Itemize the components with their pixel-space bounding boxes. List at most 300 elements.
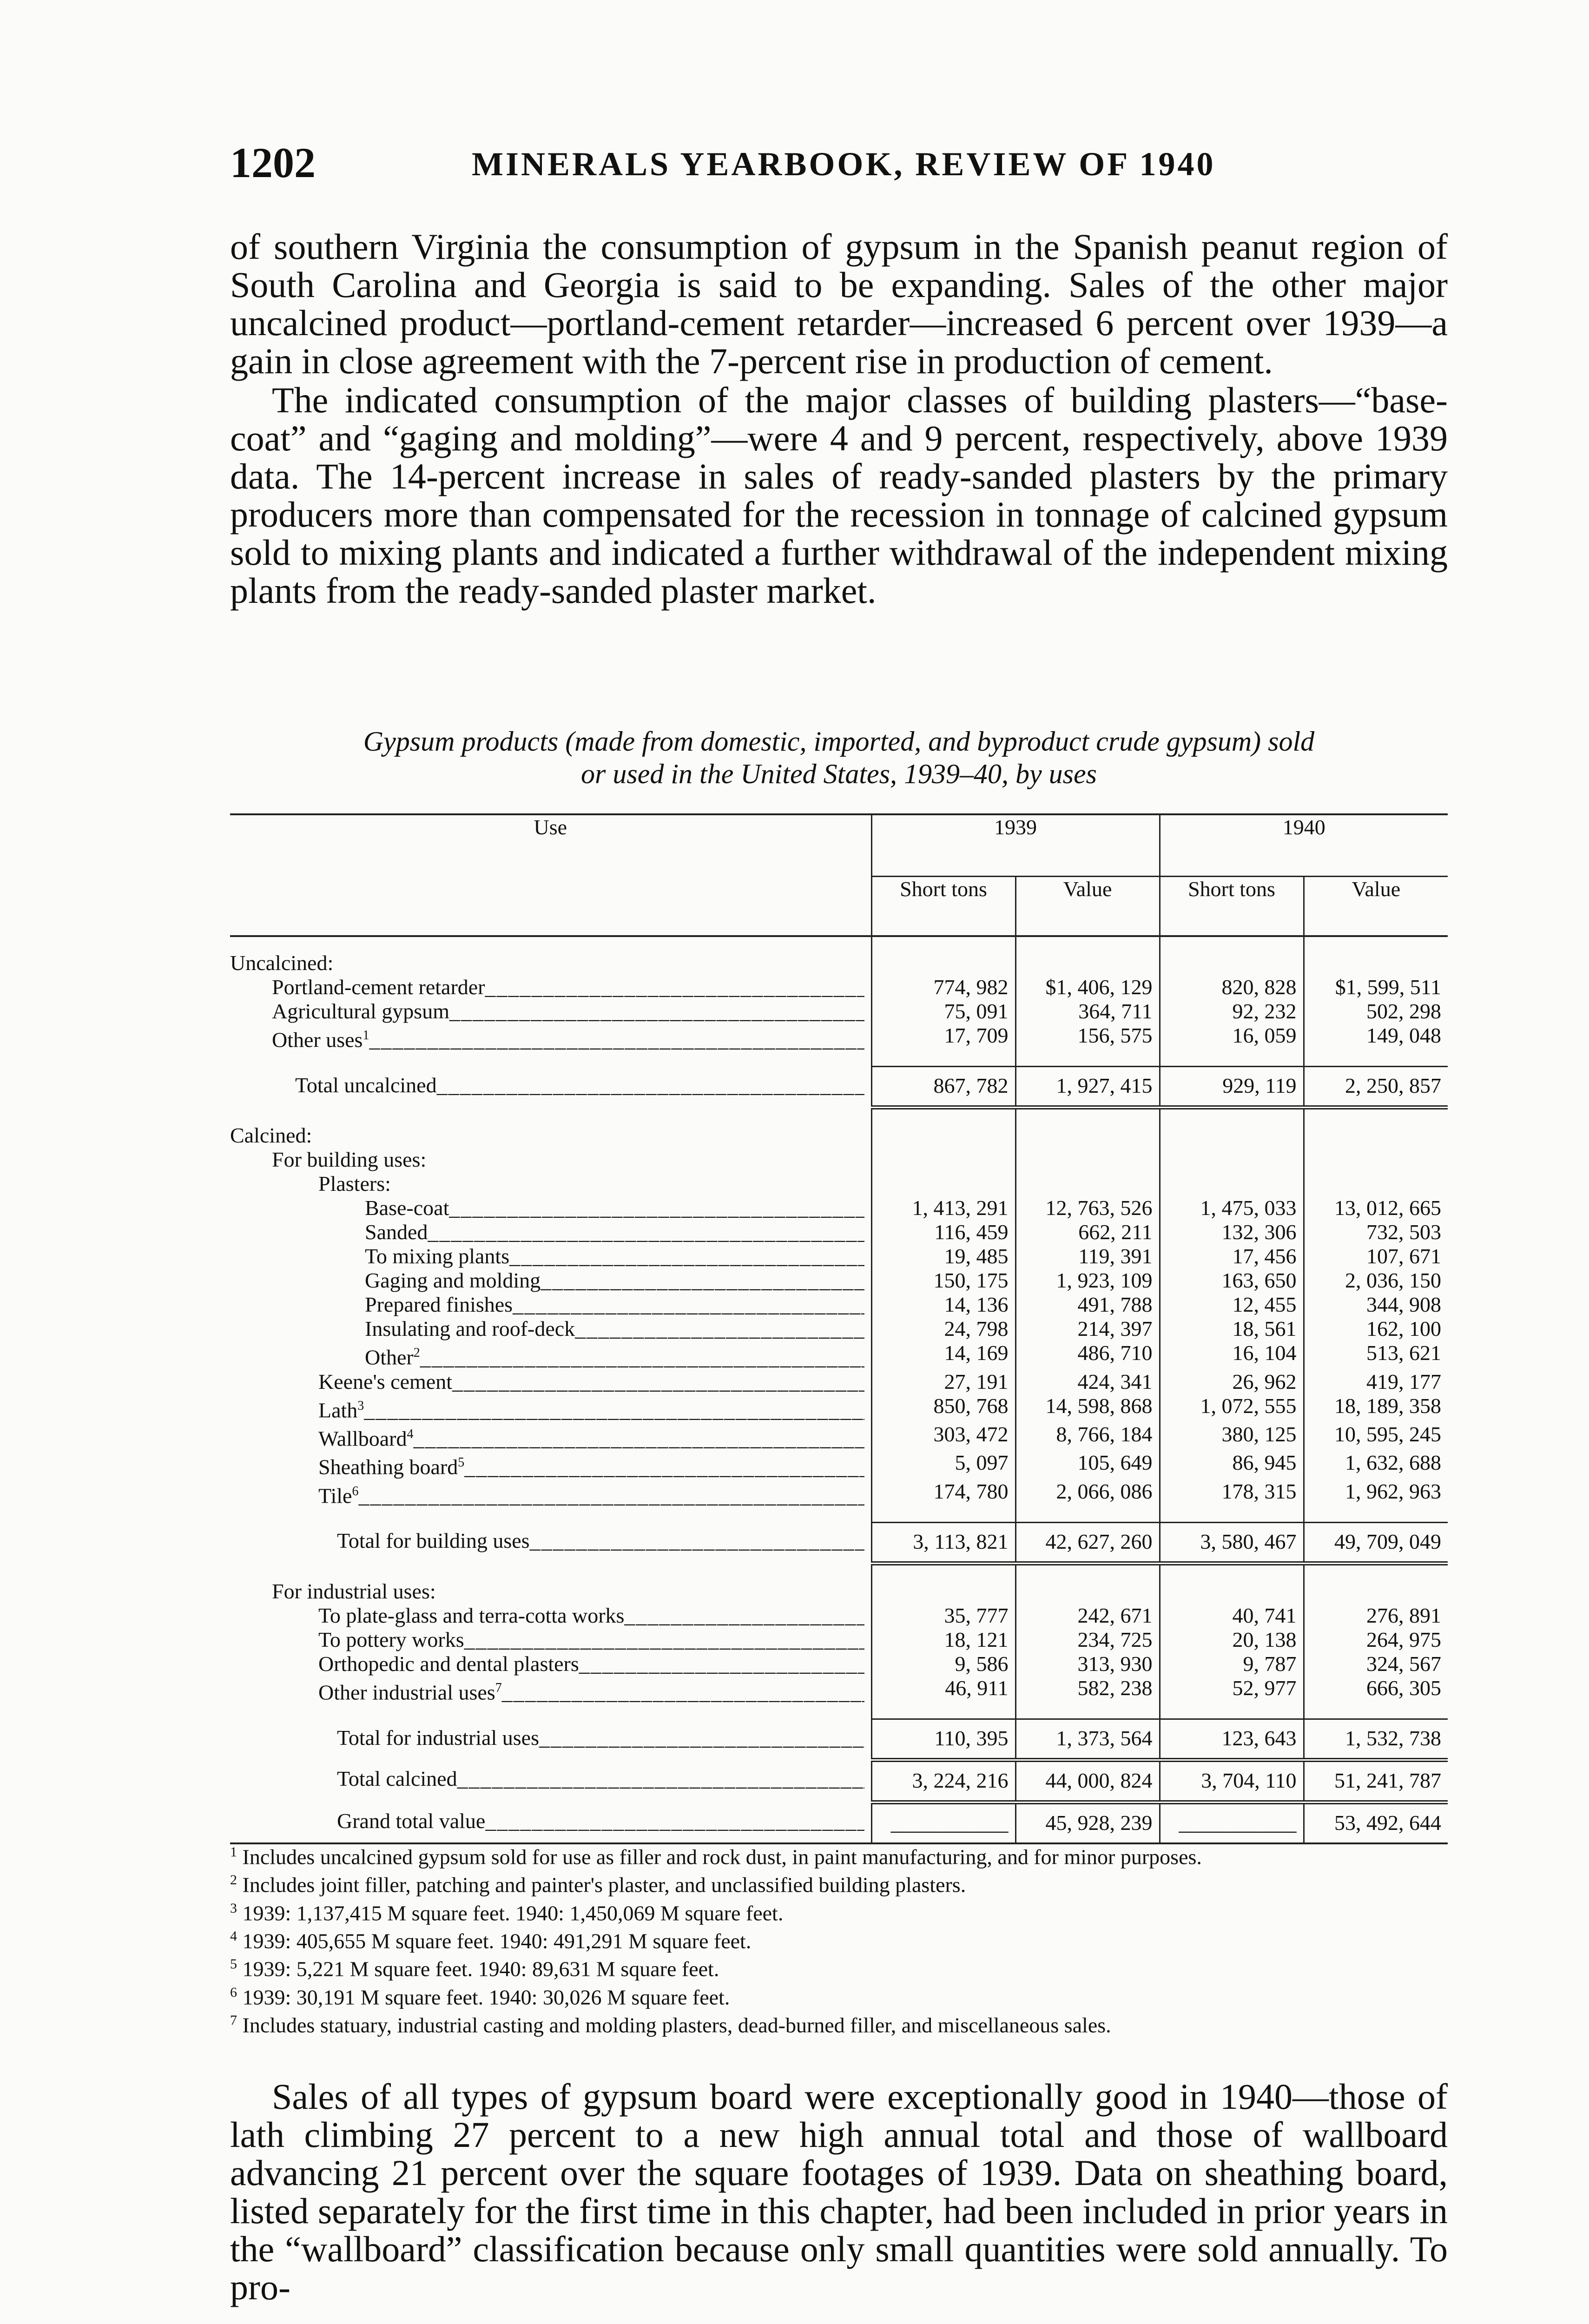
cell-v40: 13, 012, 665 — [1304, 1196, 1448, 1220]
spacer-cell — [1304, 1052, 1448, 1067]
spacer-cell — [230, 1563, 871, 1579]
row-label-text — [318, 1451, 864, 1479]
row-label — [230, 975, 871, 999]
cell-v39: 8, 766, 184 — [1015, 1422, 1160, 1451]
row-label-name: Grand total value — [337, 1809, 486, 1833]
cell-v40: 51, 241, 787 — [1304, 1760, 1448, 1802]
cell-v40: 344, 908 — [1304, 1293, 1448, 1317]
cell-v39: 364, 711 — [1015, 999, 1160, 1023]
empty-cell — [1304, 1172, 1448, 1196]
dot-leader — [464, 1455, 864, 1479]
footnote-mark: 1 — [230, 1844, 237, 1860]
cell-t39: 14, 136 — [871, 1293, 1015, 1317]
spacer-cell — [871, 1108, 1015, 1124]
spacer-row — [230, 936, 1448, 951]
row-label — [230, 1760, 871, 1802]
table-heading-row — [230, 951, 1448, 975]
cell-v40: 2, 250, 857 — [1304, 1067, 1448, 1108]
cell-t40: 1, 072, 555 — [1160, 1394, 1304, 1422]
table-row — [230, 1317, 1448, 1341]
table-row — [230, 1802, 1448, 1844]
footnote — [230, 2009, 1448, 2037]
row-label — [230, 1451, 871, 1479]
row-label-text — [337, 1529, 864, 1553]
cell-t40: 132, 306 — [1160, 1220, 1304, 1244]
row-label-text — [365, 1196, 864, 1220]
row-label-text — [337, 1809, 864, 1833]
cell-v39: 424, 341 — [1015, 1370, 1160, 1394]
dot-leader — [509, 1244, 864, 1268]
row-label — [230, 1268, 871, 1293]
cell-t39: 9, 586 — [871, 1652, 1015, 1676]
row-label-name: Total for industrial uses — [337, 1725, 539, 1750]
table-row — [230, 1293, 1448, 1317]
row-label — [230, 1652, 871, 1676]
spacer-cell — [1304, 1108, 1448, 1124]
running-title: MINERALS YEARBOOK, REVIEW OF 1940 — [472, 145, 1216, 183]
cell-v39: 1, 927, 415 — [1015, 1067, 1160, 1108]
spacer-cell — [230, 1508, 871, 1523]
row-label — [230, 1676, 871, 1704]
cell-v40: 1, 632, 688 — [1304, 1451, 1448, 1479]
row-label-text — [318, 1479, 864, 1508]
spacer-cell — [871, 936, 1015, 951]
footnote-text: 1939: 5,221 M square feet. 1940: 89,631 M square feet. — [242, 1957, 719, 1981]
spacer-row — [230, 1508, 1448, 1523]
table-row — [230, 1341, 1448, 1369]
dot-leader — [624, 1604, 864, 1627]
row-label — [230, 1196, 871, 1220]
footnote-text: Includes joint filler, patching and painter's plaster, and unclassified building plasters. — [242, 1873, 966, 1897]
cell-t39: 3, 113, 821 — [871, 1522, 1015, 1563]
footnote-mark: 7 — [230, 2012, 237, 2028]
spacer-cell — [1160, 1052, 1304, 1067]
footnotes — [230, 1841, 1448, 2037]
spacer-row — [230, 1704, 1448, 1719]
spacer-cell — [1160, 936, 1304, 951]
row-label-name: Gaging and molding — [365, 1268, 541, 1293]
table-row — [230, 1370, 1448, 1394]
cell-v40: 162, 100 — [1304, 1317, 1448, 1341]
paragraph-1: of southern Virginia the consumption of gypsum in the Spanish peanut region of South Carolina and Georgia is said to be expanding. Sales of the other major uncalcined product—portland-cement retarder—increased 6 percent over 1939—a gain in close agreement with the 7-percent rise in production of cement. — [230, 226, 1448, 381]
table-row — [230, 1023, 1448, 1052]
dot-leader — [541, 1268, 864, 1292]
section-uncalcined: Uncalcined: — [230, 951, 334, 975]
footnote-text: Includes uncalcined gypsum sold for use as filler and rock dust, in paint manufacturing, and for minor purposes. — [242, 1845, 1202, 1869]
paragraph-3: Sales of all types of gypsum board were exceptionally good in 1940—those of lath climbing 27 percent to a new high annual total and those of wallboard advancing 21 percent over the square footages of 1939. Data on sheathing board, listed separately for the first time in this chapter, had been included in prior years in the “wallboard” classification because only small quantities were sold annually. To pro- — [230, 2076, 1448, 2307]
cell-v40: 502, 298 — [1304, 999, 1448, 1023]
empty-cell — [871, 1172, 1015, 1196]
cell-t40: 26, 962 — [1160, 1370, 1304, 1394]
cell-v40: 53, 492, 644 — [1304, 1802, 1448, 1844]
dot-leader — [530, 1529, 864, 1552]
row-label-text — [272, 975, 864, 999]
footnote — [230, 1868, 1448, 1896]
table-row — [230, 1422, 1448, 1451]
spacer-cell — [1304, 936, 1448, 951]
table-heading-row — [230, 1172, 1448, 1196]
row-label-name: Insulating and roof-deck — [365, 1317, 575, 1341]
row-label — [230, 1522, 871, 1563]
empty-cell — [1015, 1123, 1160, 1148]
caption-line-2: or used in the United States, 1939–40, by uses — [581, 759, 1097, 789]
cell-v40: 1, 532, 738 — [1304, 1719, 1448, 1760]
row-label-name: Portland-cement retarder — [272, 975, 485, 999]
cell-t40: 16, 104 — [1160, 1341, 1304, 1369]
table-caption — [230, 725, 1448, 790]
cell-v39: 44, 000, 824 — [1015, 1760, 1160, 1802]
cell-v40: 419, 177 — [1304, 1370, 1448, 1394]
row-label-name: Keene's cement — [318, 1369, 452, 1393]
row-label-name: Tile — [318, 1483, 352, 1507]
cell-t40: 52, 977 — [1160, 1676, 1304, 1704]
cell-t40: 20, 138 — [1160, 1628, 1304, 1652]
cell-v40: 276, 891 — [1304, 1604, 1448, 1628]
cell-v39: 234, 725 — [1015, 1628, 1160, 1652]
dot-leader — [428, 1220, 864, 1244]
row-label-text — [295, 1073, 864, 1097]
cell-t40: 18, 561 — [1160, 1317, 1304, 1341]
spacer-cell — [1304, 1563, 1448, 1579]
dot-leader — [539, 1726, 864, 1750]
table-row — [230, 1394, 1448, 1422]
cell-v39: 662, 211 — [1015, 1220, 1160, 1244]
caption-line-1: Gypsum products (made from domestic, imported, and byproduct crude gypsum) sold — [363, 726, 1315, 757]
empty-cell — [1304, 951, 1448, 975]
empty-cell — [1160, 1579, 1304, 1604]
cell-t39: 174, 780 — [871, 1479, 1015, 1508]
cell-v40: 49, 709, 049 — [1304, 1522, 1448, 1563]
footnote-mark: 2 — [413, 1346, 420, 1360]
cell-v39: 12, 763, 526 — [1015, 1196, 1160, 1220]
row-label-text — [337, 1767, 864, 1791]
cell-t40: 1, 475, 033 — [1160, 1196, 1304, 1220]
row-label-name: Total calcined — [337, 1766, 457, 1790]
table-heading-row — [230, 1123, 1448, 1148]
row-label-name: Total uncalcined — [295, 1073, 437, 1097]
cell-v39: 242, 671 — [1015, 1604, 1160, 1628]
page-number: 1202 — [230, 139, 316, 186]
table-row — [230, 1244, 1448, 1268]
cell-v40: 2, 036, 150 — [1304, 1268, 1448, 1293]
dot-leader — [437, 1073, 864, 1097]
footnote-mark: 5 — [230, 1956, 237, 1972]
dot-leader — [413, 1426, 864, 1450]
footnote-mark: 4 — [230, 1928, 237, 1944]
row-label — [230, 1341, 871, 1369]
cell-v40: 324, 567 — [1304, 1652, 1448, 1676]
table-row — [230, 1067, 1448, 1108]
row-label — [230, 1394, 871, 1422]
cell-v39: 214, 397 — [1015, 1317, 1160, 1341]
row-label — [230, 1422, 871, 1451]
cell-t40: 380, 125 — [1160, 1422, 1304, 1451]
footnote-mark: 1 — [363, 1028, 369, 1043]
cell-v40: 513, 621 — [1304, 1341, 1448, 1369]
row-label-text — [365, 1268, 864, 1293]
row-label-text — [337, 1726, 864, 1750]
footnote-text: Includes statuary, industrial casting and molding plasters, dead-burned filler, and miscellaneous sales. — [242, 2013, 1111, 2037]
cell-t40: 12, 455 — [1160, 1293, 1304, 1317]
row-label-name: Orthopedic and dental plasters — [318, 1651, 579, 1676]
cell-v40: 666, 305 — [1304, 1676, 1448, 1704]
cell-t39: 1, 413, 291 — [871, 1196, 1015, 1220]
empty-cell — [1304, 1148, 1448, 1172]
spacer-cell — [230, 1704, 871, 1719]
footnote — [230, 1925, 1448, 1953]
row-label-text — [365, 1244, 864, 1268]
empty-cell — [1160, 1148, 1304, 1172]
cell-t40: ___________ — [1160, 1802, 1304, 1844]
header-value-1940: Value — [1304, 877, 1448, 937]
row-label — [230, 1802, 871, 1844]
section-plasters: Plasters: — [318, 1172, 391, 1196]
cell-t39: 867, 782 — [871, 1067, 1015, 1108]
spacer-cell — [1160, 1108, 1304, 1124]
cell-v39: 491, 788 — [1015, 1293, 1160, 1317]
table-heading-row — [230, 1579, 1448, 1604]
cell-v39: 119, 391 — [1015, 1244, 1160, 1268]
cell-v39: 1, 373, 564 — [1015, 1719, 1160, 1760]
cell-v39: $1, 406, 129 — [1015, 975, 1160, 999]
empty-cell — [871, 1579, 1015, 1604]
dot-leader — [369, 1028, 864, 1051]
dot-leader — [420, 1346, 864, 1369]
empty-cell — [1160, 951, 1304, 975]
empty-cell — [1304, 1579, 1448, 1604]
dot-leader — [449, 1196, 864, 1220]
row-label-text — [318, 1370, 864, 1394]
row-label — [230, 1628, 871, 1652]
spacer-cell — [1015, 1052, 1160, 1067]
row-label-name: Total for building uses — [337, 1529, 530, 1553]
cell-t39: 110, 395 — [871, 1719, 1015, 1760]
footnote — [230, 1841, 1448, 1868]
cell-v40: 18, 189, 358 — [1304, 1394, 1448, 1422]
footnote-mark: 5 — [458, 1455, 465, 1470]
spacer-cell — [1160, 1704, 1304, 1719]
footnote-mark: 6 — [352, 1484, 359, 1499]
row-label — [230, 1244, 871, 1268]
row-label — [230, 1370, 871, 1394]
header-value-1939: Value — [1015, 877, 1160, 937]
spacer-cell — [1015, 1108, 1160, 1124]
cell-t40: 123, 643 — [1160, 1719, 1304, 1760]
cell-t39: 303, 472 — [871, 1422, 1015, 1451]
row-label — [230, 1719, 871, 1760]
cell-t40: 40, 741 — [1160, 1604, 1304, 1628]
empty-cell — [1015, 951, 1160, 975]
cell-t39: 14, 169 — [871, 1341, 1015, 1369]
row-label-name: Agricultural gypsum — [272, 999, 449, 1023]
row-label-name: Base-coat — [365, 1196, 449, 1220]
cell-t39: 24, 798 — [871, 1317, 1015, 1341]
row-label — [230, 1067, 871, 1108]
table-row — [230, 1760, 1448, 1802]
row-label-text — [318, 1394, 864, 1422]
cell-t40: 9, 787 — [1160, 1652, 1304, 1676]
row-label-name: Other uses — [272, 1028, 363, 1052]
spacer-cell — [1304, 1704, 1448, 1719]
cell-v40: 1, 962, 963 — [1304, 1479, 1448, 1508]
cell-v39: 486, 710 — [1015, 1341, 1160, 1369]
spacer-cell — [1015, 936, 1160, 951]
cell-t40: 163, 650 — [1160, 1268, 1304, 1293]
header-year-1940: 1940 — [1160, 814, 1448, 877]
cell-t39: 35, 777 — [871, 1604, 1015, 1628]
footnote-text: 1939: 1,137,415 M square feet. 1940: 1,450,069 M square feet. — [242, 1901, 784, 1925]
row-label-text — [318, 1676, 864, 1704]
row-label-name: Sheathing board — [318, 1455, 458, 1479]
row-label-name: To pottery works — [318, 1627, 464, 1651]
table-row — [230, 1652, 1448, 1676]
table-row — [230, 1220, 1448, 1244]
cell-t39: 17, 709 — [871, 1023, 1015, 1052]
dot-leader — [457, 1767, 864, 1790]
row-label-text — [365, 1341, 864, 1369]
running-header — [230, 135, 1448, 195]
spacer-row — [230, 1108, 1448, 1124]
footnote-mark: 6 — [230, 1984, 237, 2000]
cell-t40: 929, 119 — [1160, 1067, 1304, 1108]
cell-t39: 19, 485 — [871, 1244, 1015, 1268]
row-label-text — [318, 1652, 864, 1676]
spacer-cell — [1015, 1704, 1160, 1719]
dot-leader — [485, 1809, 864, 1833]
row-label-text — [272, 1023, 864, 1052]
table-heading-row — [230, 1148, 1448, 1172]
cell-t39: 46, 911 — [871, 1676, 1015, 1704]
spacer-cell — [230, 936, 871, 951]
table-row — [230, 999, 1448, 1023]
row-label-text — [365, 1293, 864, 1317]
cell-t40: 820, 828 — [1160, 975, 1304, 999]
spacer-cell — [1015, 1508, 1160, 1523]
section-calcined: Calcined: — [230, 1123, 312, 1148]
row-label — [230, 1293, 871, 1317]
cell-t40: 86, 945 — [1160, 1451, 1304, 1479]
row-label-text — [318, 1422, 864, 1451]
cell-v39: 42, 627, 260 — [1015, 1522, 1160, 1563]
spacer-cell — [871, 1052, 1015, 1067]
table-row — [230, 1479, 1448, 1508]
row-label-name: Lath — [318, 1398, 358, 1422]
row-label-name: Other industrial uses — [318, 1680, 495, 1704]
table-row — [230, 1628, 1448, 1652]
table-row — [230, 1522, 1448, 1563]
dot-leader — [513, 1293, 864, 1316]
spacer-cell — [230, 1052, 871, 1067]
dot-leader — [579, 1652, 864, 1676]
row-label-name: Prepared finishes — [365, 1293, 513, 1317]
table-row — [230, 1451, 1448, 1479]
footnote-mark: 7 — [495, 1680, 502, 1695]
row-label-text — [318, 1604, 864, 1628]
cell-v39: 582, 238 — [1015, 1676, 1160, 1704]
cell-t40: 16, 059 — [1160, 1023, 1304, 1052]
dot-leader — [485, 975, 864, 999]
cell-t40: 3, 580, 467 — [1160, 1522, 1304, 1563]
cell-v39: 105, 649 — [1015, 1451, 1160, 1479]
row-label-name: Other — [365, 1345, 414, 1369]
footnote-text: 1939: 30,191 M square feet. 1940: 30,026 M square feet. — [242, 1985, 730, 2009]
empty-cell — [871, 951, 1015, 975]
footnote-mark: 2 — [230, 1872, 237, 1888]
row-label — [230, 1317, 871, 1341]
footnote — [230, 1953, 1448, 1981]
gypsum-products-table — [230, 813, 1448, 1844]
cell-v39: 14, 598, 868 — [1015, 1394, 1160, 1422]
spacer-row — [230, 1563, 1448, 1579]
table-row — [230, 1719, 1448, 1760]
empty-cell — [1160, 1123, 1304, 1148]
cell-v39: 1, 923, 109 — [1015, 1268, 1160, 1293]
spacer-cell — [1160, 1508, 1304, 1523]
cell-v40: $1, 599, 511 — [1304, 975, 1448, 999]
dot-leader — [452, 1370, 864, 1393]
cell-t39: 116, 459 — [871, 1220, 1015, 1244]
row-label-name: Sanded — [365, 1220, 428, 1244]
cell-t39: 774, 982 — [871, 975, 1015, 999]
cell-t39: 75, 091 — [871, 999, 1015, 1023]
dot-leader — [449, 999, 864, 1023]
footnote-mark: 4 — [407, 1426, 414, 1441]
cell-t39: ___________ — [871, 1802, 1015, 1844]
empty-cell — [1015, 1148, 1160, 1172]
row-label-text — [318, 1628, 864, 1652]
dot-leader — [502, 1680, 864, 1704]
cell-v40: 732, 503 — [1304, 1220, 1448, 1244]
cell-t40: 178, 315 — [1160, 1479, 1304, 1508]
spacer-cell — [1160, 1563, 1304, 1579]
spacer-cell — [1304, 1508, 1448, 1523]
table-row — [230, 1676, 1448, 1704]
row-label-name: Wallboard — [318, 1426, 407, 1451]
cell-v40: 10, 595, 245 — [1304, 1422, 1448, 1451]
cell-v39: 45, 928, 239 — [1015, 1802, 1160, 1844]
cell-t40: 17, 456 — [1160, 1244, 1304, 1268]
table-row — [230, 1196, 1448, 1220]
empty-cell — [1160, 1172, 1304, 1196]
cell-v40: 107, 671 — [1304, 1244, 1448, 1268]
cell-t39: 3, 224, 216 — [871, 1760, 1015, 1802]
paragraph-2: The indicated consumption of the major classes of building plasters—“base-coat” and “gaging and molding”—were 4 and 9 percent, respectively, above 1939 data. The 14-percent increase in sales of ready-sanded plasters by the primary producers more than compensated for the recession in tonnage of calcined gypsum sold to mixing plants and indicated a further withdrawal of the independent mixing plants from the ready-sanded plaster market. — [230, 380, 1448, 611]
cell-t40: 3, 704, 110 — [1160, 1760, 1304, 1802]
row-label — [230, 999, 871, 1023]
spacer-cell — [1015, 1563, 1160, 1579]
footnote-mark: 3 — [357, 1398, 364, 1413]
row-label — [230, 1220, 871, 1244]
spacer-cell — [871, 1508, 1015, 1523]
cell-t40: 92, 232 — [1160, 999, 1304, 1023]
dot-leader — [358, 1484, 864, 1507]
empty-cell — [1015, 1172, 1160, 1196]
header-short-tons-1940: Short tons — [1160, 877, 1304, 937]
row-label — [230, 1479, 871, 1508]
cell-v40: 264, 975 — [1304, 1628, 1448, 1652]
spacer-cell — [871, 1704, 1015, 1719]
empty-cell — [1015, 1579, 1160, 1604]
section-building-uses: For building uses: — [272, 1148, 427, 1172]
cell-v39: 156, 575 — [1015, 1023, 1160, 1052]
spacer-cell — [230, 1108, 871, 1124]
dot-leader — [575, 1317, 864, 1340]
cell-v39: 2, 066, 086 — [1015, 1479, 1160, 1508]
row-label-name: To plate-glass and terra-cotta works — [318, 1603, 625, 1627]
row-label — [230, 1604, 871, 1628]
row-label — [230, 1023, 871, 1052]
table-row — [230, 1268, 1448, 1293]
